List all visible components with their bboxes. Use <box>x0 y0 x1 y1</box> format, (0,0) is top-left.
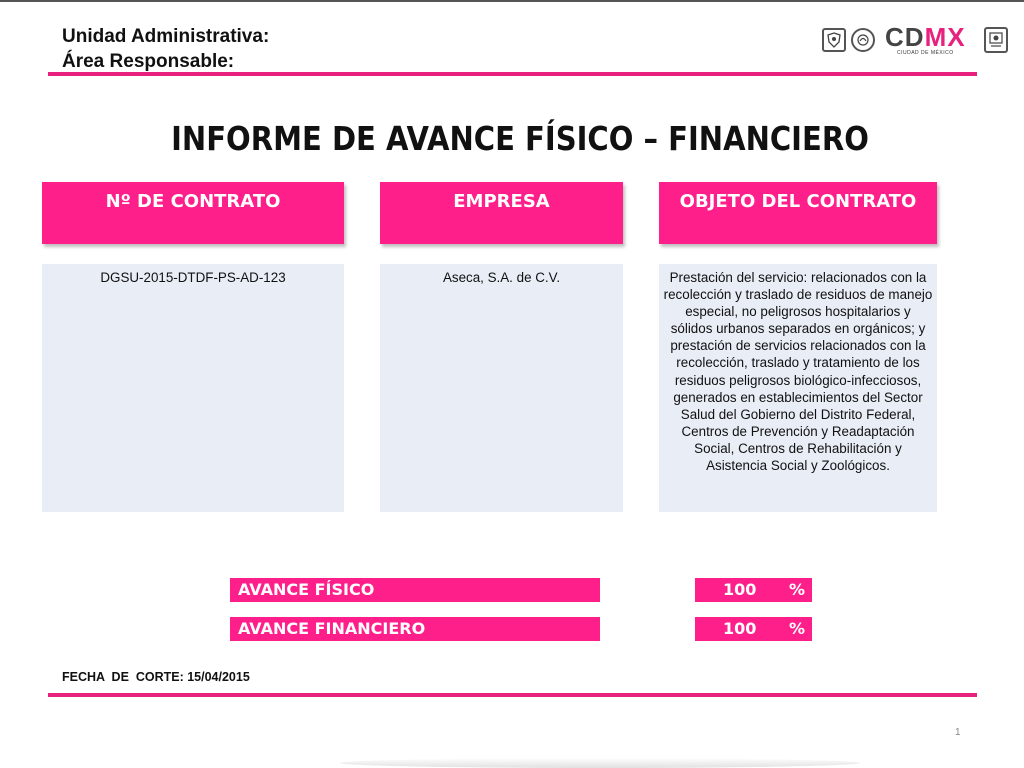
bottom-shadow <box>340 758 860 768</box>
avance-financiero-label: AVANCE FINANCIERO <box>230 617 600 641</box>
avance-financiero-number: 100 <box>723 619 757 638</box>
footer-divider <box>48 693 977 697</box>
report-title: INFORME DE AVANCE FÍSICO – FINANCIERO <box>171 119 869 158</box>
avance-financiero-value <box>695 617 812 641</box>
contract-number-value: DGSU-2015-DTDF-PS-AD-123 <box>42 264 344 512</box>
cdmx-logo <box>885 24 966 56</box>
contract-object-header: OBJETO DEL CONTRATO <box>659 182 937 244</box>
company-header: EMPRESA <box>380 182 623 244</box>
cdmx-logo-mx: MX <box>924 22 966 52</box>
avance-fisico-number: 100 <box>723 580 757 599</box>
area-responsable-label: Área Responsable: <box>62 51 235 72</box>
avance-fisico-unit: % <box>789 580 806 599</box>
top-border <box>0 0 1024 2</box>
shield-seal-icon <box>822 28 846 52</box>
government-seal-icon <box>984 27 1008 53</box>
page-number: 1 <box>955 727 961 738</box>
contract-number-header: Nº DE CONTRATO <box>42 182 344 244</box>
avance-fisico-label: AVANCE FÍSICO <box>230 578 600 602</box>
cdmx-logo-subtext: CIUDAD DE MÉXICO <box>896 50 954 56</box>
avance-financiero-unit: % <box>789 619 806 638</box>
avance-fisico-value <box>695 578 812 602</box>
header-divider <box>48 72 977 76</box>
contract-object-value: Prestación del servicio: relacionados con la recolección y traslado de residuos de manejo especial, no peligrosos hospitalarios y sólidos urbanos separados en orgánicos; y prestación de servicios relacionados con la recolección, traslado y tratamiento de los residuos peligrosos biológico-infecciosos, generados en establecimientos del Sector Salud del Gobierno del Distrito Federal, Centros de Prevención y Readaptación Social, Centros de Rehabilitación y Asistencia Social y Zoológicos. <box>659 264 937 512</box>
cdmx-logo-cd: CD <box>885 22 925 52</box>
unidad-administrativa-label: Unidad Administrativa: <box>62 26 270 47</box>
fecha-corte: FECHA DE CORTE: 15/04/2015 <box>62 670 250 684</box>
header-labels <box>62 24 269 74</box>
crest-icon <box>851 28 875 52</box>
logo-group <box>822 22 1008 58</box>
company-value: Aseca, S.A. de C.V. <box>380 264 623 512</box>
